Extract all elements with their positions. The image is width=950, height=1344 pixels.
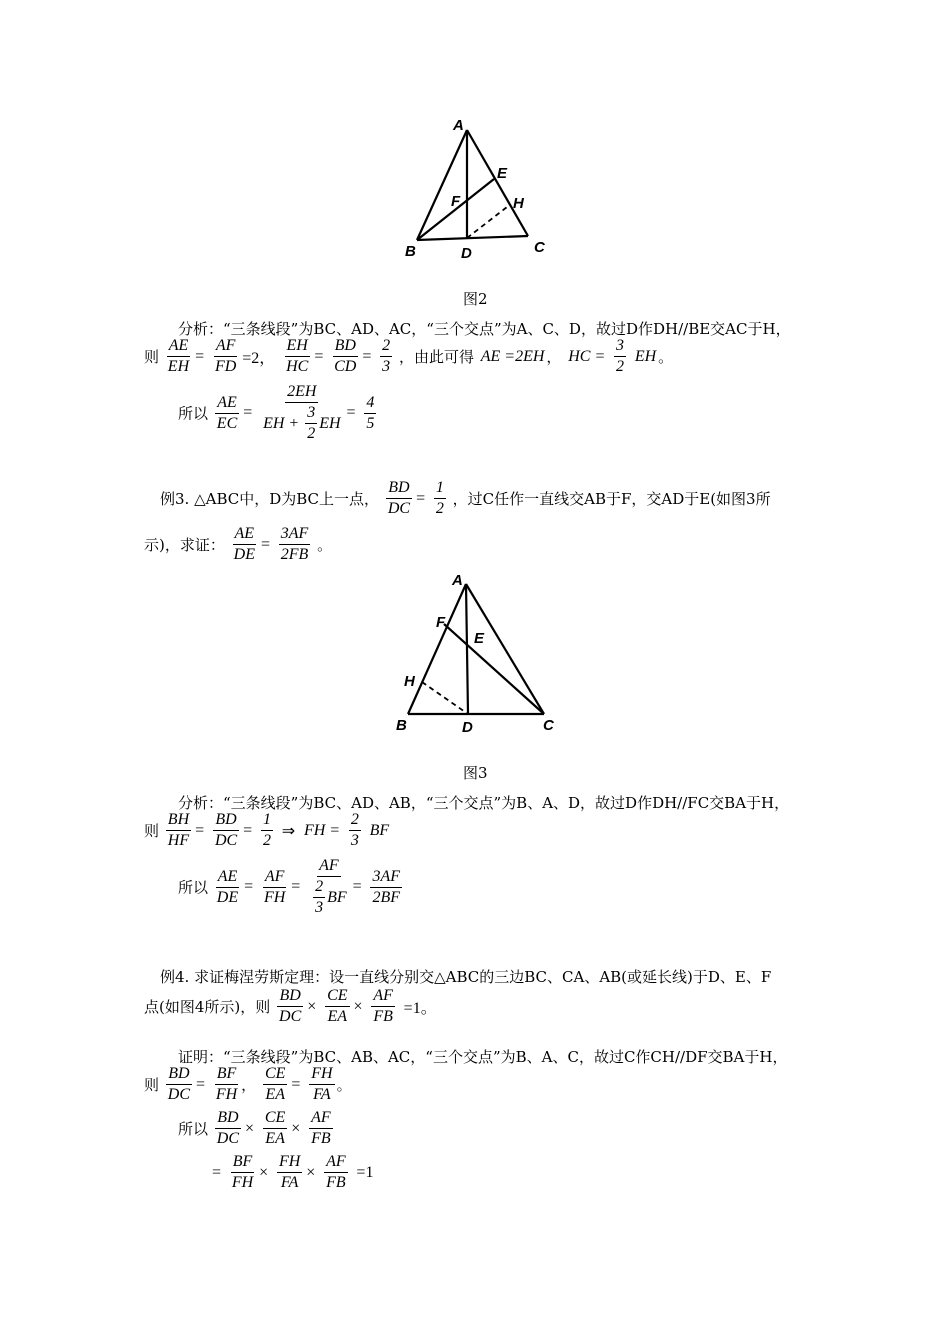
ex3-statement-line2: 示)，求证： $\frac{AE}{DE}$ = $\frac{3AF}{2FB}$ 。 <box>144 525 333 563</box>
ex3-conclusion: 所以 $\frac{AE}{DE}$ = $\frac{AF}{FH}$ = AF $\frac{2}{3}$ BF = $\frac{3AF}{2BF}$ <box>178 857 400 916</box>
fig3-label-e: E <box>474 630 485 647</box>
ex2-ratio-line: 则 $\frac{AE}{EH}$ = $\frac{AF}{FD}$ =2， $\frac{EH}{HC}$ = $\frac{BD}{CD}$ = $\frac{2}{3}$ ，由此可得 AE =2EH ， HC = $\frac{3}{2}$ EH 。 <box>144 337 674 375</box>
fig3-label-d: D <box>462 719 473 736</box>
ex4-statement-line2: 点(如图4所示)，则 $\frac{BD}{DC}$ × $\frac{CE}{EA}$ × $\frac{AF}{FB}$ =1。 <box>144 987 437 1025</box>
fig2-label-d: D <box>461 245 472 262</box>
fig3-label-c: C <box>543 717 554 734</box>
fig2-label-b: B <box>405 243 416 260</box>
figure-3-diagram <box>392 570 560 738</box>
ex4-proof-step1: 所以 $\frac{BD}{DC}$ × $\frac{CE}{EA}$ × $\frac{AF}{FB}$ <box>178 1109 331 1147</box>
ex4-proof-line: 证明：“三条线段”为BC、AB、AC，“三个交点”为B、A、C，故过C作CH//DF交BA于H， <box>178 1048 788 1066</box>
ex2-analysis-line: 分析：“三条线段”为BC、AD、AC，“三个交点”为A、C、D，故过D作DH//BE交AC于H， <box>178 320 791 338</box>
fig2-label-e: E <box>497 165 508 182</box>
ex4-proof-step2: = $\frac{BF}{FH}$ × $\frac{FH}{FA}$ × $\frac{AF}{FB}$ =1 <box>212 1153 374 1191</box>
ex3-analysis-line: 分析：“三条线段”为BC、AD、AB，“三个交点”为B、A、D，故过D作DH//FC交BA于H， <box>178 794 790 812</box>
ex2-conclusion: 所以 $\frac{AE}{EC}$ = 2EH EH + $\frac{3}{2}$ EH = $\frac{4}{5}$ <box>178 383 375 442</box>
fig3-label-b: B <box>396 717 407 734</box>
fig2-label-f: F <box>451 193 461 210</box>
figure-3-caption: 图3 <box>463 764 488 782</box>
ex4-ratio-line: 则 $\frac{BD}{DC}$ = $\frac{BF}{FH}$ ， $\frac{CE}{EA}$ = $\frac{FH}{FA}$ 。 <box>144 1065 352 1103</box>
figure-2-caption: 图2 <box>463 290 488 308</box>
ex4-statement-line1: 例4. 求证梅涅劳斯定理：设一直线分别交△ABC的三边BC、CA、AB(或延长线)于D、E、F <box>160 968 772 986</box>
figure-2-diagram <box>395 112 560 264</box>
fig3-label-a: A <box>452 572 463 589</box>
ex3-statement-line1: 例3. △ABC中，D为BC上一点， $\frac{BD}{DC}$ = $\frac{1}{2}$ ，过C任作一直线交AB于F，交AD于E(如图3所 <box>160 479 771 517</box>
fig3-label-h: H <box>404 673 415 690</box>
ex3-ratio-line: 则 $\frac{BH}{HF}$ = $\frac{BD}{DC}$ = $\frac{1}{2}$ ⇒ FH = $\frac{2}{3}$ BF <box>144 811 390 849</box>
fig2-label-h: H <box>513 195 524 212</box>
fig2-label-a: A <box>453 117 464 134</box>
fig2-label-c: C <box>534 239 545 256</box>
fig3-label-f: F <box>436 614 446 631</box>
